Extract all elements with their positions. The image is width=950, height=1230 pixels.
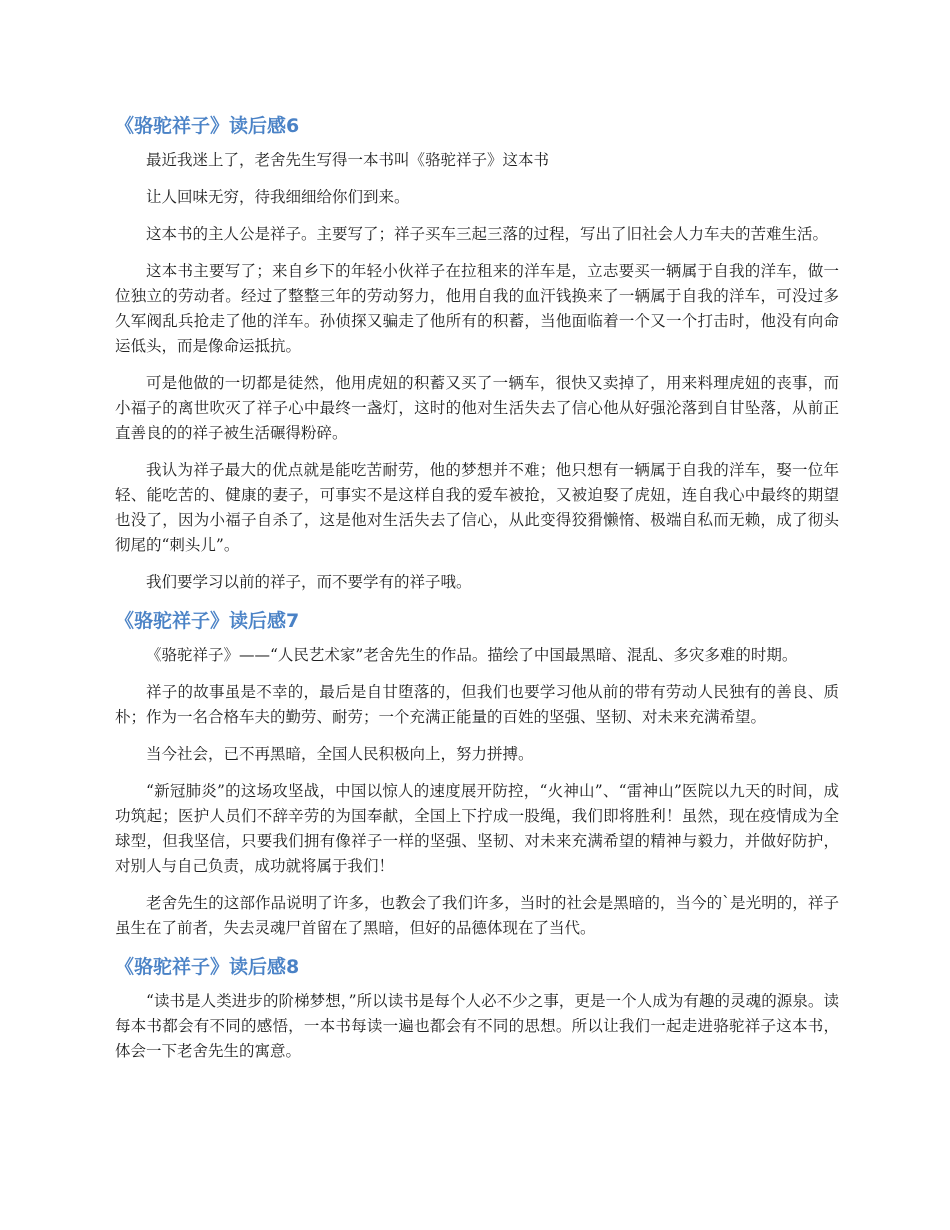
paragraph: 可是他做的一切都是徒然，他用虎妞的积蓄又买了一辆车，很快又卖掉了，用来料理虎妞的丧事，而小福子的离世吹灭了祥子心中最终一盏灯，这时的他对生活失去了信心他从好强沦落到自甘坠落，从前正直善良的的祥子被生活碾得粉碎。 <box>115 374 839 442</box>
paragraph: “新冠肺炎”的这场攻坚战，中国以惊人的速度展开防控，“火神山”、“雷神山”医院以九天的时间，成功筑起；医护人员们不辞辛劳的为国奉献，全国上下拧成一股绳，我们即将胜利！虽然，现在疫情成为全球型，但我坚信，只要我们拥有像祥子一样的坚强、坚韧、对未来充满希望的精神与毅力，并做好防护，对别人与自己负责，成功就将属于我们！ <box>115 782 839 875</box>
section-title: 《骆驼祥子》读后感6 <box>115 115 300 137</box>
paragraph: 老舍先生的这部作品说明了许多，也教会了我们许多，当时的社会是黑暗的，当今的`是光明的，祥子虽生在了前者，失去灵魂尸首留在了黑暗，但好的品德体现在了当代。 <box>115 894 839 937</box>
paragraph: “读书是人类进步的阶梯梦想，”所以读书是每个人必不少之事，更是一个人成为有趣的灵魂的源泉。读每本书都会有不同的感悟，一本书每读一遍也都会有不同的思想。所以让我们一起走进骆驼祥子这本书，体会一下老舍先生的寓意。 <box>115 992 839 1060</box>
paragraph: 最近我迷上了，老舍先生写得一本书叫《骆驼祥子》这本书 <box>146 151 550 169</box>
document-page <box>115 112 839 1076</box>
paragraph: 这本书的主人公是祥子。主要写了；祥子买车三起三落的过程，写出了旧社会人力车夫的苦难生活。 <box>146 225 829 243</box>
paragraph: 让人回味无穷，待我细细给你们到来。 <box>146 188 410 206</box>
paragraph: 《骆驼祥子》——“人民艺术家”老舍先生的作品。描绘了中国最黑暗、混乱、多灾多难的时期。 <box>146 646 798 664</box>
paragraph: 祥子的故事虽是不幸的，最后是自甘堕落的，但我们也要学习他从前的带有劳动人民独有的善良、质朴；作为一名合格车夫的勤劳、耐劳；一个充满正能量的百姓的坚强、坚韧、对未来充满希望。 <box>115 683 839 726</box>
section-reading-7 <box>115 607 839 941</box>
paragraph: 这本书主要写了；来自乡下的年轻小伙祥子在拉租来的洋车是，立志要买一辆属于自我的洋车，做一位独立的劳动者。经过了整整三年的劳动努力，他用自我的血汗钱换来了一辆属于自我的洋车，可没过多久军阀乱兵抢走了他的洋车。孙侦探又骗走了他所有的积蓄，当他面临着一个又一个打击时，他没有向命运低头，而是像命运抵抗。 <box>115 262 839 355</box>
section-title: 《骆驼祥子》读后感7 <box>115 610 300 632</box>
paragraph: 我认为祥子最大的优点就是能吃苦耐劳，他的梦想并不难；他只想有一辆属于自我的洋车，娶一位年轻、能吃苦的、健康的妻子，可事实不是这样自我的爱车被抢，又被迫娶了虎妞，连自我心中最终的期望也没了，因为小福子自杀了，这是他对生活失去了信心，从此变得狡猾懒惰、极端自私而无赖，成了彻头彻尾的“刺头儿”。 <box>115 461 839 554</box>
section-reading-8 <box>115 953 839 1064</box>
section-reading-6 <box>115 112 839 595</box>
section-title: 《骆驼祥子》读后感8 <box>115 956 300 978</box>
paragraph: 当今社会，已不再黑暗，全国人民积极向上，努力拼搏。 <box>146 745 534 763</box>
paragraph: 我们要学习以前的祥子，而不要学有的祥子哦。 <box>146 573 472 591</box>
